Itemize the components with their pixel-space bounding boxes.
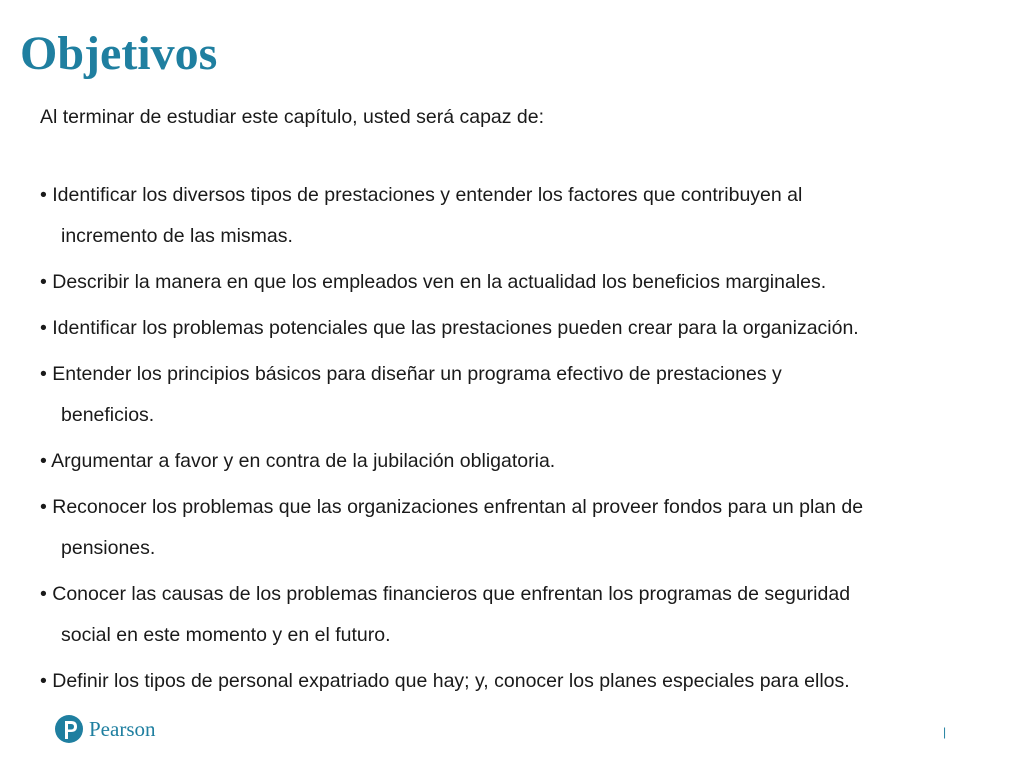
objective-item <box>40 486 1015 570</box>
objective-item <box>40 440 1015 483</box>
objective-item <box>40 660 1015 703</box>
objectives-list <box>40 174 1015 706</box>
intro-text: Al terminar de estudiar este capítulo, usted será capaz de: <box>40 106 545 128</box>
pearson-wordmark: Pearson <box>89 717 156 741</box>
pearson-p-icon <box>55 712 83 746</box>
objective-line: • Definir los tipos de personal expatriado que hay; y, conocer los planes especiales para ellos. <box>40 670 850 692</box>
objective-line-continued: pensiones. <box>61 537 156 559</box>
objective-line: • Identificar los diversos tipos de prestaciones y entender los factores que contribuyen al <box>40 184 803 206</box>
pearson-logo <box>55 711 156 747</box>
objective-line: • Describir la manera en que los empleados ven en la actualidad los beneficios marginales. <box>40 271 827 293</box>
slide-title: Objetivos <box>20 27 218 80</box>
objective-line-continued: social en este momento y en el futuro. <box>61 624 391 646</box>
objective-line: • Reconocer los problemas que las organizaciones enfrentan al proveer fondos para un plan de <box>40 496 864 518</box>
objective-item <box>40 307 1015 350</box>
objective-line: • Identificar los problemas potenciales que las prestaciones pueden crear para la organización. <box>40 317 859 339</box>
objective-line: • Argumentar a favor y en contra de la jubilación obligatoria. <box>40 450 556 472</box>
objective-line: • Conocer las causas de los problemas financieros que enfrentan los programas de seguridad <box>40 583 851 605</box>
objective-item <box>40 174 1015 258</box>
objective-item <box>40 573 1015 657</box>
objective-line-continued: beneficios. <box>61 404 155 426</box>
objective-line-continued: incremento de las mismas. <box>61 225 293 247</box>
objective-item <box>40 353 1015 437</box>
objective-line: • Entender los principios básicos para diseñar un programa efectivo de prestaciones y <box>40 363 782 385</box>
page-number: | <box>943 725 947 739</box>
objective-item <box>40 261 1015 304</box>
